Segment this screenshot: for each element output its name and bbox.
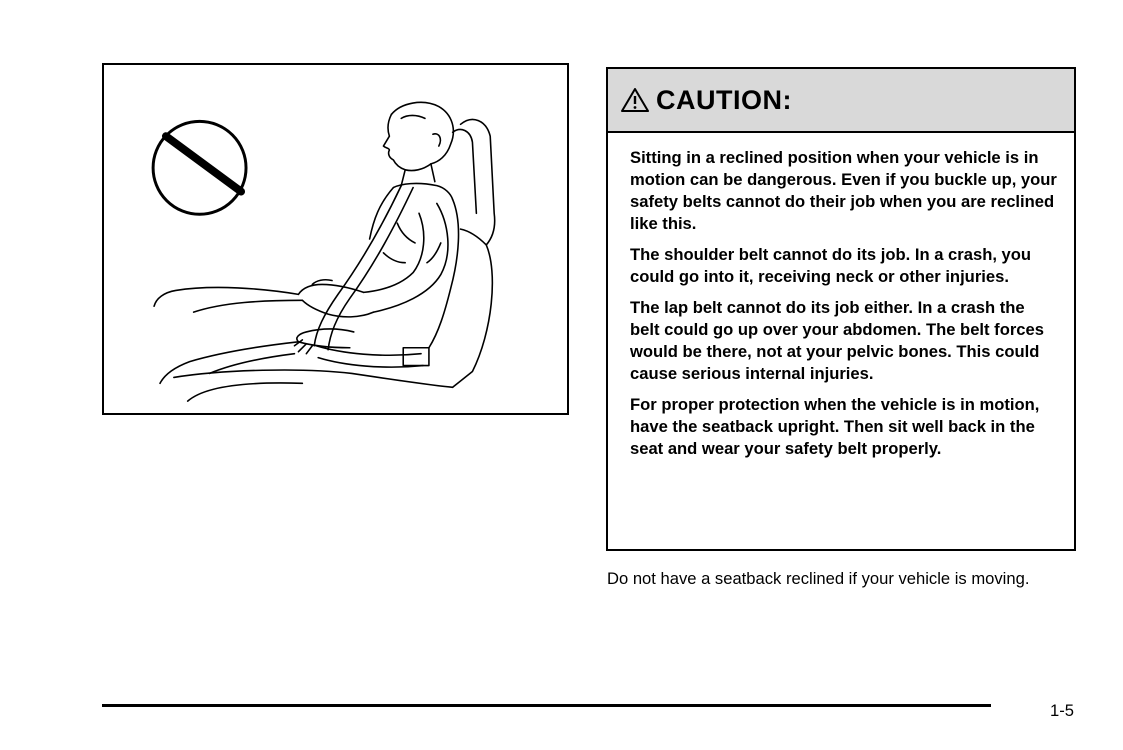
page-number: 1-5 [1050, 701, 1074, 720]
caution-title: CAUTION: [656, 84, 792, 115]
caution-header [608, 69, 1074, 133]
caution-paragraph: The lap belt cannot do its job either. In a crash the belt could go up over your abdomen. The belt forces would be there, not at your pelvic bones. This could cause serious internal injuries. [630, 298, 1044, 383]
no-symbol-icon [153, 121, 246, 214]
caution-paragraph: Sitting in a reclined position when your vehicle is in motion can be dangerous. Even if you buckle up, your safety belts cannot do their job when you are reclined like this. [630, 148, 1057, 233]
warning-triangle-icon [620, 87, 650, 113]
caution-paragraph: The shoulder belt cannot do its job. In a crash, you could go into it, receiving neck or other injuries. [630, 245, 1032, 286]
caution-paragraph: For proper protection when the vehicle is in motion, have the seatback upright. Then sit well back in the seat and wear your safety belt properly. [630, 395, 1040, 458]
body-note: Do not have a seatback reclined if your vehicle is moving. [607, 569, 1030, 588]
caution-box [606, 67, 1076, 551]
caution-body [608, 133, 1074, 460]
footer-rule [102, 704, 991, 707]
reclined-occupant-drawing [104, 65, 567, 413]
reclined-seat-illustration [102, 63, 569, 415]
